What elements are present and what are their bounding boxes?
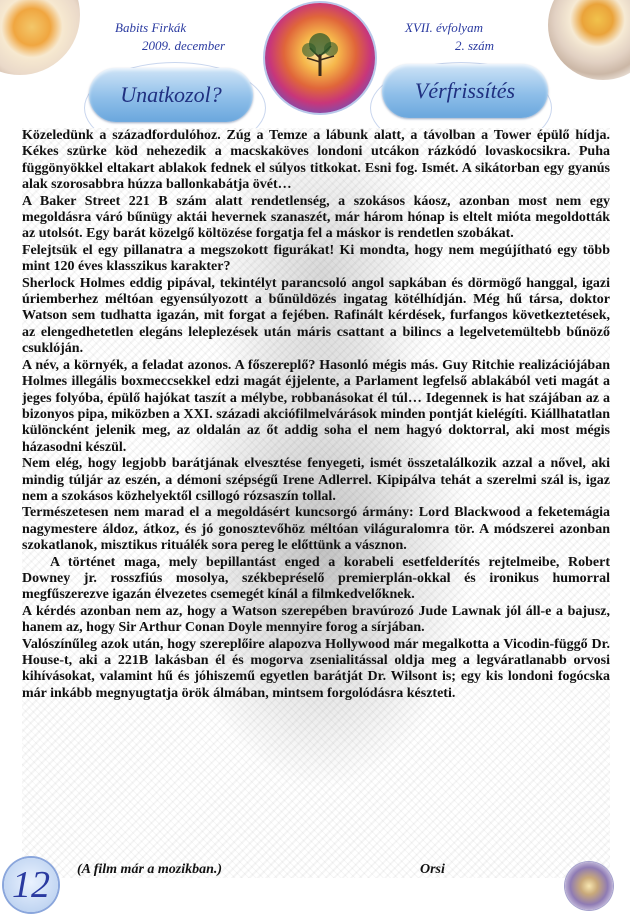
volume-label: XVII. évfolyam [405, 20, 483, 35]
author-signature: Orsi [420, 862, 445, 877]
page-number: 12 [12, 864, 50, 906]
article-paragraph: Nem elég, hogy legjobb barátjának elvesztése fenyegeti, ismét összetalálkozik azzal a nővel, aki mindig túljár az eszén, a démoni szépségű Irene Adlerrel. Kipipálva tehát a szerelmi szál is, igaz nem a szokásos közhelyektől csillogó rózsaszín tollal. [22, 456, 610, 504]
article-paragraph: A történet maga, mely bepillantást enged a korabeli esetfelderítés rejtelmeibe, Robert Downey jr. rosszfiús mosolya, székbepréselő premierplán-okkal és ironikus humorral megfűszerezve igazán élvezetes csemegét kínál a filmkedvelőknek. [22, 554, 610, 603]
article-paragraph: Sherlock Holmes eddig pipával, tekintélyt parancsoló angol sapkában és dörmögő hanggal, igazi úriemberhez méltóan egyensúlyozott a bűnüldözés ingatag kötélhídján. Még hű társa, doktor Watson sem tudhatta igazán, mit forgat a fejében. Rafinált kérdések, furfangos következtetések, az elengedhetetlen elegáns leleplezések után máris csattant a bilincs a legelvetemültebb bűnöző csuklóján. [22, 275, 610, 357]
section-pill-verfrissites [382, 64, 548, 118]
article-paragraph: A kérdés azonban nem az, hogy a Watson szerepében bravúrozó Jude Lawnak jól áll-e a bajusz, hanem az, hogy Sir Arthur Conan Doyle mennyire forog a sírjában. [22, 603, 610, 636]
flower-decoration-right [548, 0, 630, 80]
issue-date: 2009. december [142, 38, 226, 53]
article-paragraph: Valószínűleg azok után, hogy szereplőire alapozva Hollywood már megalkotta a Vicodin-függő Dr. House-t, aki a 221B lakásban él és mogorva zsenialitással oldja meg a legváratlanabb orvosi kihívásokat, valamint hű és jóhiszemű egyetlen barátját Dr. Wilsont is; egy kis londoni fogócska már inkább megnyugtatja örök álmában, mintsem forgolódásra készteti. [22, 636, 610, 701]
magazine-name: Babits Firkák [115, 20, 187, 35]
article-paragraph: A Baker Street 221 B szám alatt rendetlenség, a szokásos káosz, azonban most nem egy megoldásra váró bűnügy aktái hevernek szanaszét, már három hónap is eltelt mióta megoldották az utolsót. Egy barát közelgő költözése forgatja fel a máskor is rendetlen szobákat. [22, 193, 610, 242]
article-paragraph: Közeledünk a századfordulóhoz. Zúg a Temze a lábunk alatt, a távolban a Tower épülő hídja. Kékes szürke köd nehezedik a macskaköves londoni utcákon rázkódó lovaskocsikra. Puha függönyökkel eltakart ablakok fednek el súlyos titkokat. Esni fog. Ismét. A sikátorban egy gyanús alak szorosabbra húzza ballonkabátja övét… [22, 128, 610, 193]
article-body [22, 128, 610, 878]
article-paragraph: Természetesen nem marad el a megoldásért kuncsorgó ármány: Lord Blackwood a feketemágia nagymestere áldoz, átkoz, és jó gonosztevőhöz méltóan világuralomra tör. A módszerei azonban szokatlanok, misztikus rituálék sora pereg le előttünk a vásznon. [22, 505, 610, 554]
center-emblem [265, 3, 375, 113]
footer-caption: (A film már a mozikban.) [77, 862, 223, 877]
article-paragraph: A név, a környék, a feladat azonos. A főszereplő? Hasonló mégis más. Guy Ritchie realizációjában Holmes illegális boxmeccsekkel edzi magát éjjelente, a Parlament legfelső ablakából veti magát a jeges folyóba, épülő hajókat taszít a mélybe, robbanásokat él túl… Idegennek is hat szájában az a bizonyos pipa, miközben a XXI. századi akciófilmelvárások minden pontját kielégíti. Kiállhatatlan különcként jelenik meg, az oldalán az őt addig soha el nem hagyó doktorral, aki most mégis házasodni készül. [22, 357, 610, 455]
flower-decoration-left [0, 0, 80, 75]
section-pill-label: Vérfrissítés [414, 78, 516, 103]
issue-number: 2. szám [455, 38, 495, 53]
flower-decoration-footer [565, 862, 613, 910]
article-paragraph: Felejtsük el egy pillanatra a megszokott figurákat! Ki mondta, hogy nem megújítható egy több mint 120 éves klasszikus karakter? [22, 242, 610, 275]
section-pill-unatkozol [89, 68, 253, 122]
page-footer [0, 850, 630, 914]
section-pill-label: Unatkozol? [120, 82, 222, 107]
page-number-badge [4, 858, 58, 912]
page-header [0, 0, 630, 128]
tree-icon [295, 28, 345, 78]
